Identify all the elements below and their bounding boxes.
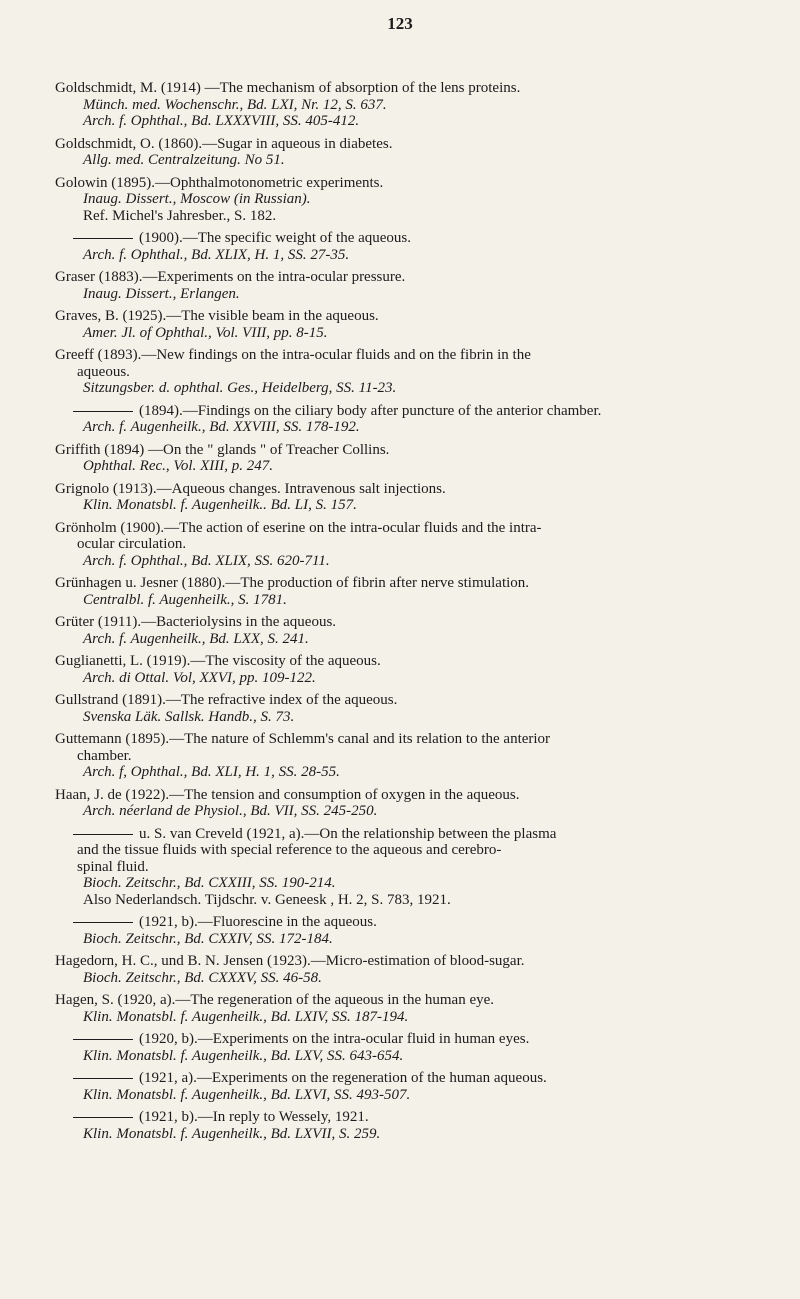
citation-line bbox=[55, 191, 755, 208]
reference-text: Also Nederlandsch. Tijdschr. v. Geneesk , H. 2, S. 783, 1921. bbox=[83, 891, 451, 908]
reference-line bbox=[55, 1109, 755, 1126]
ditto-rule bbox=[73, 1117, 133, 1118]
reference-line bbox=[55, 842, 755, 859]
reference-entry bbox=[55, 308, 755, 341]
reference-line bbox=[55, 536, 755, 553]
ditto-rule bbox=[73, 834, 133, 835]
reference-text: Grünhagen u. Jesner (1880).—The production of fibrin after nerve stimulation. bbox=[55, 575, 530, 591]
reference-entry bbox=[55, 403, 755, 436]
reference-list bbox=[55, 80, 755, 1148]
reference-line bbox=[55, 826, 755, 843]
reference-text: (1921, b).—In reply to Wessely, 1921. bbox=[139, 1109, 369, 1125]
citation-line bbox=[55, 670, 755, 687]
reference-text: Grönholm (1900).—The action of eserine on the intra-ocular fluids and the intra- bbox=[55, 519, 542, 536]
reference-text: Inaug. Dissert., Moscow (in Russian). bbox=[83, 191, 311, 207]
reference-entry bbox=[55, 175, 755, 225]
reference-text: Bioch. Zeitschr., Bd. CXXXV, SS. 46-58. bbox=[83, 969, 322, 986]
reference-line bbox=[55, 914, 755, 931]
reference-text: Graser (1883).—Experiments on the intra-ocular pressure. bbox=[55, 269, 406, 285]
ditto-rule bbox=[73, 238, 133, 239]
reference-text: Gullstrand (1891).—The refractive index of the aqueous. bbox=[55, 692, 398, 708]
ditto-rule bbox=[73, 1078, 133, 1079]
citation-line bbox=[55, 113, 755, 130]
citation-line bbox=[55, 1009, 755, 1026]
reference-text: Golowin (1895).—Ophthalmotonometric experiments. bbox=[55, 174, 384, 191]
reference-line bbox=[55, 520, 755, 537]
citation-line bbox=[55, 875, 755, 892]
citation-line bbox=[55, 286, 755, 303]
reference-text: Guttemann (1895).—The nature of Schlemm's canal and its relation to the anterior bbox=[55, 731, 551, 747]
reference-entry bbox=[55, 826, 755, 909]
reference-entry bbox=[55, 1109, 755, 1142]
ditto-rule bbox=[73, 922, 133, 923]
citation-line bbox=[55, 764, 755, 781]
citation-line bbox=[55, 380, 755, 397]
reference-line bbox=[55, 614, 755, 631]
reference-text: Münch. med. Wochenschr., Bd. LXI, Nr. 12, S. 637. bbox=[83, 96, 387, 113]
reference-text: Klin. Monatsbl. f. Augenheilk., Bd. LXIV, SS. 187-194. bbox=[83, 1008, 409, 1025]
reference-line bbox=[55, 347, 755, 364]
citation-line bbox=[55, 970, 755, 987]
reference-text: Ophthal. Rec., Vol. XIII, p. 247. bbox=[83, 458, 273, 474]
reference-text: Arch. néerland de Physiol., Bd. VII, SS. 245-250. bbox=[83, 803, 378, 819]
reference-text: u. S. van Creveld (1921, a).—On the relationship between the plasma bbox=[139, 825, 557, 842]
reference-text: Klin. Monatsbl. f. Augenheilk., Bd. LXV, SS. 643-654. bbox=[83, 1047, 404, 1064]
citation-line bbox=[55, 458, 755, 475]
reference-text: Bioch. Zeitschr., Bd. CXXIV, SS. 172-184. bbox=[83, 930, 333, 947]
reference-text: Arch. f. Ophthal., Bd. LXXXVIII, SS. 405-412. bbox=[83, 113, 360, 129]
reference-line bbox=[55, 481, 755, 498]
reference-entry bbox=[55, 953, 755, 986]
reference-entry bbox=[55, 269, 755, 302]
reference-text: Ref. Michel's Jahresber., S. 182. bbox=[83, 207, 277, 224]
citation-line bbox=[55, 208, 755, 225]
reference-line bbox=[55, 953, 755, 970]
reference-line bbox=[55, 787, 755, 804]
reference-text: Svenska Läk. Sallsk. Handb., S. 73. bbox=[83, 708, 295, 725]
reference-text: Bioch. Zeitschr., Bd. CXXIII, SS. 190-214. bbox=[83, 875, 336, 891]
reference-line bbox=[55, 364, 755, 381]
reference-entry bbox=[55, 731, 755, 781]
reference-line bbox=[55, 136, 755, 153]
reference-line bbox=[55, 575, 755, 592]
citation-line bbox=[55, 553, 755, 570]
reference-text: Goldschmidt, O. (1860).—Sugar in aqueous in diabetes. bbox=[55, 135, 393, 152]
reference-entry bbox=[55, 914, 755, 947]
reference-text: Arch. f, Ophthal., Bd. XLI, H. 1, SS. 28-55. bbox=[83, 764, 340, 780]
reference-line bbox=[55, 653, 755, 670]
citation-line bbox=[55, 97, 755, 114]
citation-line bbox=[55, 709, 755, 726]
citation-line bbox=[55, 247, 755, 264]
reference-text: Arch. f. Augenheilk., Bd. XXVIII, SS. 178-192. bbox=[83, 419, 360, 435]
reference-line bbox=[55, 403, 755, 420]
citation-line bbox=[55, 631, 755, 648]
page-number: 123 bbox=[387, 14, 413, 33]
reference-line bbox=[55, 442, 755, 459]
reference-text: (1894).—Findings on the ciliary body after puncture of the anterior chamber. bbox=[139, 402, 602, 419]
reference-text: Grignolo (1913).—Aqueous changes. Intravenous salt injections. bbox=[55, 480, 446, 497]
citation-line bbox=[55, 592, 755, 609]
reference-text: Klin. Monatsbl. f. Augenheilk., Bd. LXVII, S. 259. bbox=[83, 1125, 381, 1142]
citation-line bbox=[55, 419, 755, 436]
reference-entry bbox=[55, 653, 755, 686]
reference-line bbox=[55, 230, 755, 247]
reference-entry bbox=[55, 347, 755, 397]
reference-line bbox=[55, 308, 755, 325]
reference-entry bbox=[55, 80, 755, 130]
reference-text: Haan, J. de (1922).—The tension and consumption of oxygen in the aqueous. bbox=[55, 786, 520, 803]
reference-text: Klin. Monatsbl. f. Augenheilk.. Bd. LI, S. 157. bbox=[83, 497, 357, 513]
reference-text: (1900).—The specific weight of the aqueous. bbox=[139, 230, 411, 246]
reference-text: Arch. f. Augenheilk., Bd. LXX, S. 241. bbox=[83, 630, 309, 647]
reference-text: Arch. f. Ophthal., Bd. XLIX, H. 1, SS. 27-35. bbox=[83, 246, 350, 263]
reference-text: Amer. Jl. of Ophthal., Vol. VIII, pp. 8-15. bbox=[83, 324, 328, 341]
reference-text: Graves, B. (1925).—The visible beam in the aqueous. bbox=[55, 308, 379, 324]
reference-text: Greeff (1893).—New findings on the intra-ocular fluids and on the fibrin in the bbox=[55, 347, 531, 363]
reference-line bbox=[55, 992, 755, 1009]
reference-text: Goldschmidt, M. (1914) —The mechanism of absorption of the lens proteins. bbox=[55, 80, 521, 96]
reference-line bbox=[55, 1031, 755, 1048]
reference-line bbox=[55, 748, 755, 765]
ditto-rule bbox=[73, 411, 133, 412]
reference-entry bbox=[55, 442, 755, 475]
citation-line bbox=[55, 803, 755, 820]
reference-line bbox=[55, 731, 755, 748]
reference-text: Arch. f. Ophthal., Bd. XLIX, SS. 620-711. bbox=[83, 552, 330, 569]
reference-entry bbox=[55, 575, 755, 608]
reference-line bbox=[55, 175, 755, 192]
reference-entry bbox=[55, 230, 755, 263]
reference-text: Hagen, S. (1920, a).—The regeneration of the aqueous in the human eye. bbox=[55, 992, 495, 1008]
reference-text: ocular circulation. bbox=[77, 536, 187, 552]
reference-text: Grüter (1911).—Bacteriolysins in the aqueous. bbox=[55, 614, 337, 630]
citation-line bbox=[55, 497, 755, 514]
reference-entry bbox=[55, 614, 755, 647]
reference-entry bbox=[55, 1070, 755, 1103]
citation-line bbox=[55, 1087, 755, 1104]
reference-text: (1921, b).—Fluorescine in the aqueous. bbox=[139, 914, 377, 930]
reference-text: Centralbl. f. Augenheilk., S. 1781. bbox=[83, 591, 287, 608]
ditto-rule bbox=[73, 1039, 133, 1040]
reference-text: Allg. med. Centralzeitung. No 51. bbox=[83, 152, 285, 168]
reference-line bbox=[55, 859, 755, 876]
citation-line bbox=[55, 892, 755, 909]
reference-text: spinal fluid. bbox=[77, 858, 149, 875]
reference-entry bbox=[55, 1031, 755, 1064]
reference-text: Inaug. Dissert., Erlangen. bbox=[83, 285, 240, 302]
citation-line bbox=[55, 325, 755, 342]
reference-text: Hagedorn, H. C., und B. N. Jensen (1923).—Micro-estimation of blood-sugar. bbox=[55, 953, 525, 969]
citation-line bbox=[55, 152, 755, 169]
reference-entry bbox=[55, 692, 755, 725]
reference-entry bbox=[55, 520, 755, 570]
reference-line bbox=[55, 1070, 755, 1087]
reference-line bbox=[55, 269, 755, 286]
reference-entry bbox=[55, 992, 755, 1025]
reference-line bbox=[55, 692, 755, 709]
reference-text: chamber. bbox=[77, 747, 132, 764]
citation-line bbox=[55, 1048, 755, 1065]
reference-text: Klin. Monatsbl. f. Augenheilk., Bd. LXVI, SS. 493-507. bbox=[83, 1086, 411, 1103]
reference-text: Arch. di Ottal. Vol, XXVI, pp. 109-122. bbox=[83, 669, 316, 686]
reference-text: (1920, b).—Experiments on the intra-ocular fluid in human eyes. bbox=[139, 1031, 530, 1047]
reference-entry bbox=[55, 787, 755, 820]
reference-text: Sitzungsber. d. ophthal. Ges., Heidelberg, SS. 11-23. bbox=[83, 380, 397, 396]
reference-line bbox=[55, 80, 755, 97]
reference-entry bbox=[55, 481, 755, 514]
reference-text: aqueous. bbox=[77, 363, 130, 380]
reference-text: (1921, a).—Experiments on the regeneration of the human aqueous. bbox=[139, 1070, 547, 1086]
citation-line bbox=[55, 931, 755, 948]
citation-line bbox=[55, 1126, 755, 1143]
reference-entry bbox=[55, 136, 755, 169]
reference-text: Griffith (1894) —On the " glands " of Treacher Collins. bbox=[55, 441, 390, 458]
reference-text: and the tissue fluids with special reference to the aqueous and cerebro- bbox=[77, 842, 502, 858]
reference-text: Guglianetti, L. (1919).—The viscosity of the aqueous. bbox=[55, 653, 381, 669]
